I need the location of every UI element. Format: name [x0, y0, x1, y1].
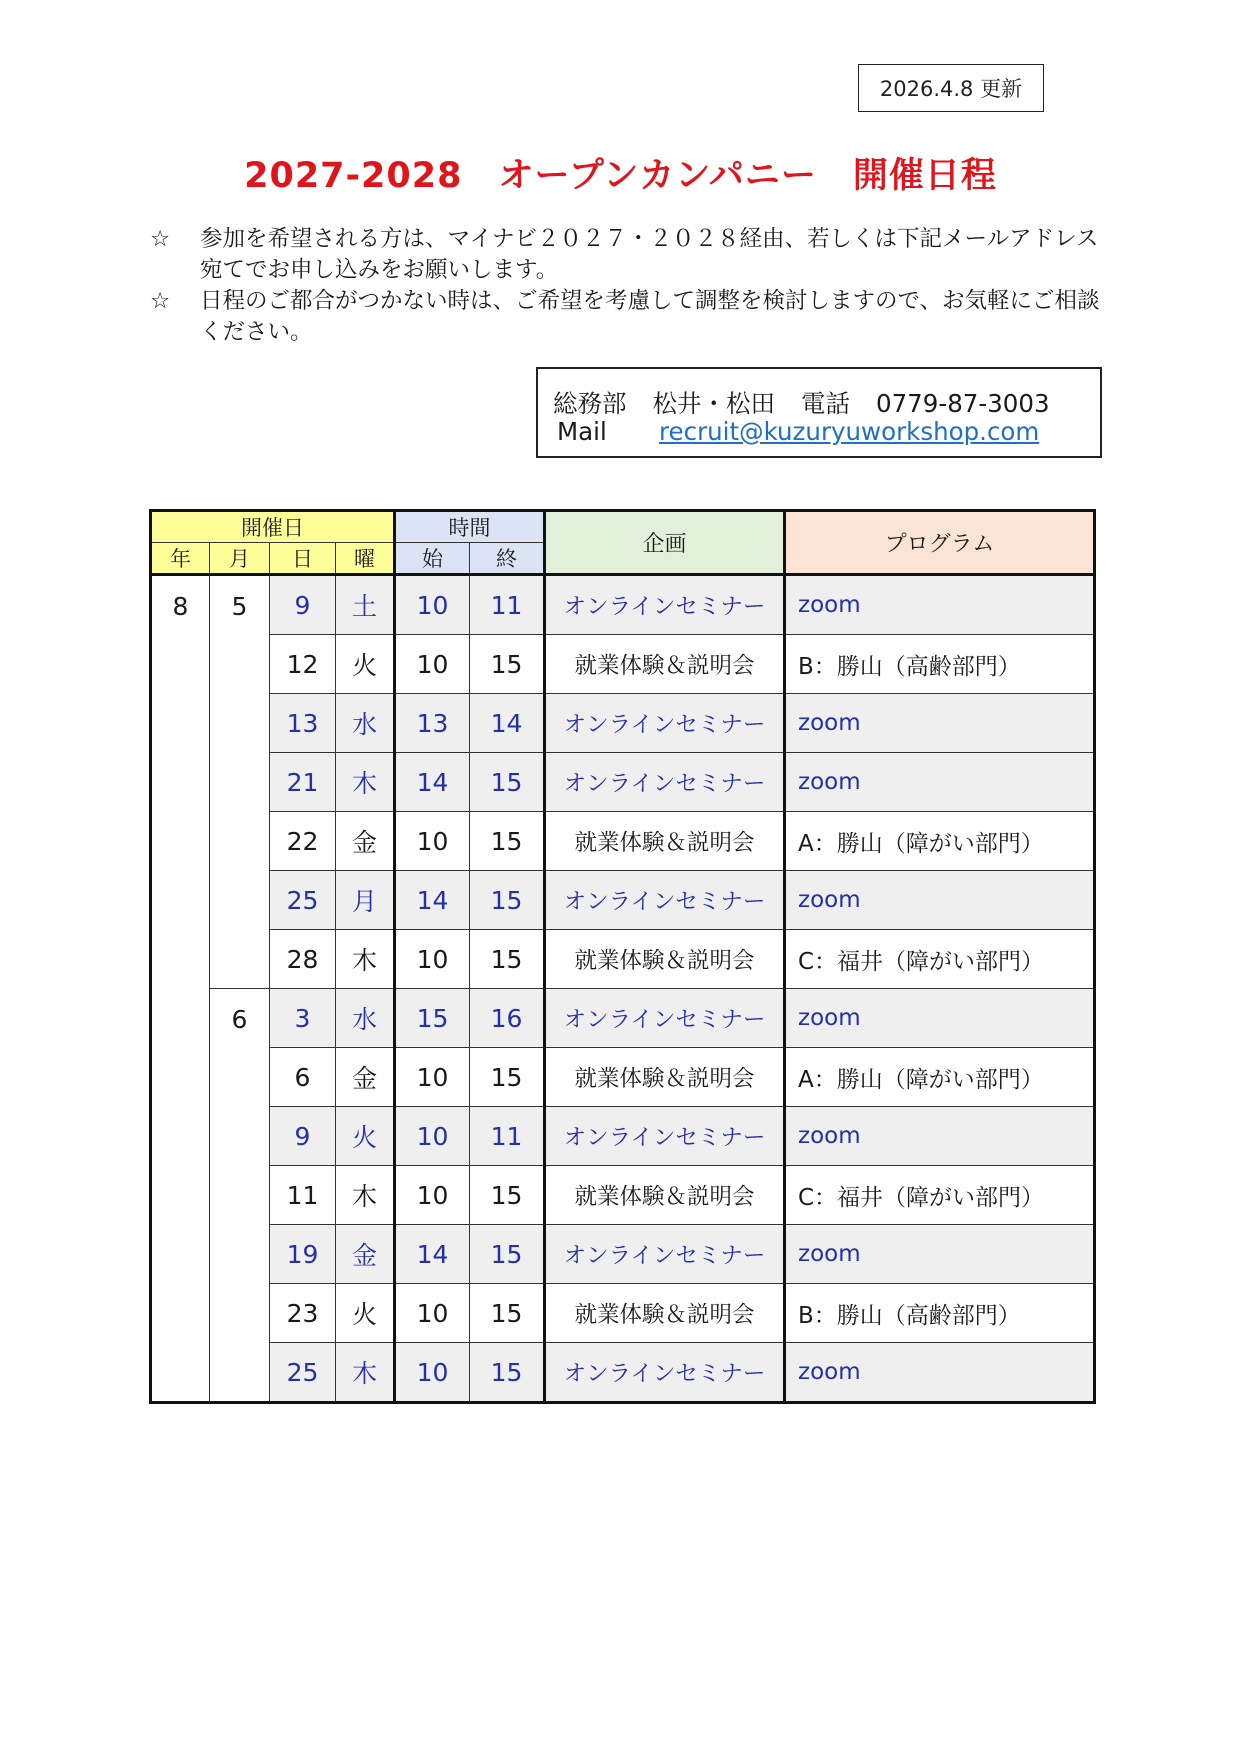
weekday-cell: 木	[336, 753, 395, 812]
weekday-cell: 金	[336, 1225, 395, 1284]
contact-mail-label: Mail	[557, 417, 607, 446]
end-cell: 15	[470, 1048, 545, 1107]
program-cell: zoom	[785, 1225, 1095, 1284]
plan-cell: オンラインセミナー	[545, 1225, 785, 1284]
header-day: 日	[270, 543, 336, 575]
table-row	[151, 1343, 1095, 1403]
table-row	[151, 812, 1095, 871]
plan-cell: 就業体験＆説明会	[545, 1166, 785, 1225]
end-cell: 15	[470, 1166, 545, 1225]
start-cell: 14	[395, 871, 470, 930]
plan-cell: 就業体験＆説明会	[545, 812, 785, 871]
weekday-cell: 月	[336, 871, 395, 930]
weekday-cell: 土	[336, 575, 395, 635]
start-cell: 10	[395, 1166, 470, 1225]
start-cell: 10	[395, 635, 470, 694]
day-cell: 23	[270, 1284, 336, 1343]
end-cell: 11	[470, 575, 545, 635]
program-cell: zoom	[785, 1343, 1095, 1403]
day-cell: 11	[270, 1166, 336, 1225]
weekday-cell: 金	[336, 1048, 395, 1107]
page-title: 2027-2028 オープンカンパニー 開催日程	[244, 156, 997, 196]
table-row	[151, 989, 1095, 1048]
end-cell: 11	[470, 1107, 545, 1166]
weekday-cell: 火	[336, 1107, 395, 1166]
table-row	[151, 575, 1095, 635]
start-cell: 10	[395, 1343, 470, 1403]
star-icon: ☆	[150, 226, 171, 252]
table-row	[151, 1048, 1095, 1107]
end-cell: 15	[470, 1284, 545, 1343]
contact-dept: 総務部	[553, 389, 627, 418]
table-row	[151, 635, 1095, 694]
day-cell: 25	[270, 1343, 336, 1403]
table-row	[151, 930, 1095, 989]
month-cell: 5	[210, 575, 270, 989]
program-cell: C：福井（障がい部門）	[785, 930, 1095, 989]
table-row	[151, 1284, 1095, 1343]
header-year: 年	[151, 543, 210, 575]
note-item	[150, 224, 1105, 286]
end-cell: 16	[470, 989, 545, 1048]
header-end: 終	[470, 543, 545, 575]
header-start: 始	[395, 543, 470, 575]
weekday-cell: 木	[336, 1166, 395, 1225]
weekday-cell: 火	[336, 1284, 395, 1343]
header-month: 月	[210, 543, 270, 575]
schedule-table	[149, 509, 1096, 1404]
note-text: 日程のご都合がつかない時は、ご希望を考慮して調整を検討しますので、お気軽にご相談ください。	[200, 288, 1100, 345]
weekday-cell: 水	[336, 694, 395, 753]
contact-box	[536, 367, 1102, 458]
contact-mail-link[interactable]: recruit@kuzuryuworkshop.com	[659, 417, 1040, 446]
program-cell: A：勝山（障がい部門）	[785, 1048, 1095, 1107]
table-row	[151, 1166, 1095, 1225]
plan-cell: オンラインセミナー	[545, 989, 785, 1048]
end-cell: 15	[470, 1225, 545, 1284]
program-cell: A：勝山（障がい部門）	[785, 812, 1095, 871]
contact-phone: 0779-87-3003	[876, 389, 1050, 418]
contact-phone-label: 電話	[801, 389, 850, 418]
day-cell: 9	[270, 575, 336, 635]
notes	[150, 224, 1105, 348]
start-cell: 15	[395, 989, 470, 1048]
start-cell: 13	[395, 694, 470, 753]
year-cell: 8	[151, 575, 210, 1403]
end-cell: 15	[470, 871, 545, 930]
program-cell: C：福井（障がい部門）	[785, 1166, 1095, 1225]
day-cell: 12	[270, 635, 336, 694]
start-cell: 10	[395, 930, 470, 989]
star-icon: ☆	[150, 288, 171, 314]
program-cell: B：勝山（高齢部門）	[785, 635, 1095, 694]
end-cell: 15	[470, 635, 545, 694]
program-cell: B：勝山（高齢部門）	[785, 1284, 1095, 1343]
program-cell: zoom	[785, 575, 1095, 635]
day-cell: 9	[270, 1107, 336, 1166]
plan-cell: 就業体験＆説明会	[545, 1284, 785, 1343]
day-cell: 22	[270, 812, 336, 871]
weekday-cell: 木	[336, 1343, 395, 1403]
end-cell: 15	[470, 753, 545, 812]
program-cell: zoom	[785, 1107, 1095, 1166]
contact-line	[553, 385, 1050, 420]
program-cell: zoom	[785, 694, 1095, 753]
header-weekday: 曜	[336, 543, 395, 575]
header-kikaku: 企画	[545, 511, 785, 575]
program-cell: zoom	[785, 989, 1095, 1048]
weekday-cell: 火	[336, 635, 395, 694]
table-row	[151, 694, 1095, 753]
end-cell: 15	[470, 930, 545, 989]
start-cell: 10	[395, 575, 470, 635]
month-cell: 6	[210, 989, 270, 1403]
note-text: 参加を希望される方は、マイナビ２０２７・２０２８経由、若しくは下記メールアドレス宛てでお申し込みをお願いします。	[200, 226, 1099, 283]
plan-cell: 就業体験＆説明会	[545, 930, 785, 989]
program-cell: zoom	[785, 871, 1095, 930]
end-cell: 14	[470, 694, 545, 753]
contact-names: 松井・松田	[652, 389, 775, 418]
update-note: 2026.4.8 更新	[858, 64, 1044, 112]
table-row	[151, 753, 1095, 812]
weekday-cell: 水	[336, 989, 395, 1048]
start-cell: 14	[395, 1225, 470, 1284]
table-row	[151, 1107, 1095, 1166]
start-cell: 14	[395, 753, 470, 812]
plan-cell: オンラインセミナー	[545, 753, 785, 812]
header-jikan: 時間	[395, 511, 545, 543]
plan-cell: オンラインセミナー	[545, 694, 785, 753]
day-cell: 25	[270, 871, 336, 930]
day-cell: 19	[270, 1225, 336, 1284]
start-cell: 10	[395, 812, 470, 871]
table-row	[151, 1225, 1095, 1284]
plan-cell: 就業体験＆説明会	[545, 1048, 785, 1107]
day-cell: 21	[270, 753, 336, 812]
day-cell: 6	[270, 1048, 336, 1107]
end-cell: 15	[470, 812, 545, 871]
end-cell: 15	[470, 1343, 545, 1403]
plan-cell: オンラインセミナー	[545, 1107, 785, 1166]
day-cell: 13	[270, 694, 336, 753]
plan-cell: オンラインセミナー	[545, 1343, 785, 1403]
plan-cell: オンラインセミナー	[545, 575, 785, 635]
start-cell: 10	[395, 1107, 470, 1166]
table-row	[151, 871, 1095, 930]
program-cell: zoom	[785, 753, 1095, 812]
weekday-cell: 木	[336, 930, 395, 989]
plan-cell: 就業体験＆説明会	[545, 635, 785, 694]
note-item	[150, 286, 1105, 348]
header-program: プログラム	[785, 511, 1095, 575]
plan-cell: オンラインセミナー	[545, 871, 785, 930]
weekday-cell: 金	[336, 812, 395, 871]
header-kaisai: 開催日	[151, 511, 395, 543]
start-cell: 10	[395, 1284, 470, 1343]
start-cell: 10	[395, 1048, 470, 1107]
day-cell: 3	[270, 989, 336, 1048]
day-cell: 28	[270, 930, 336, 989]
